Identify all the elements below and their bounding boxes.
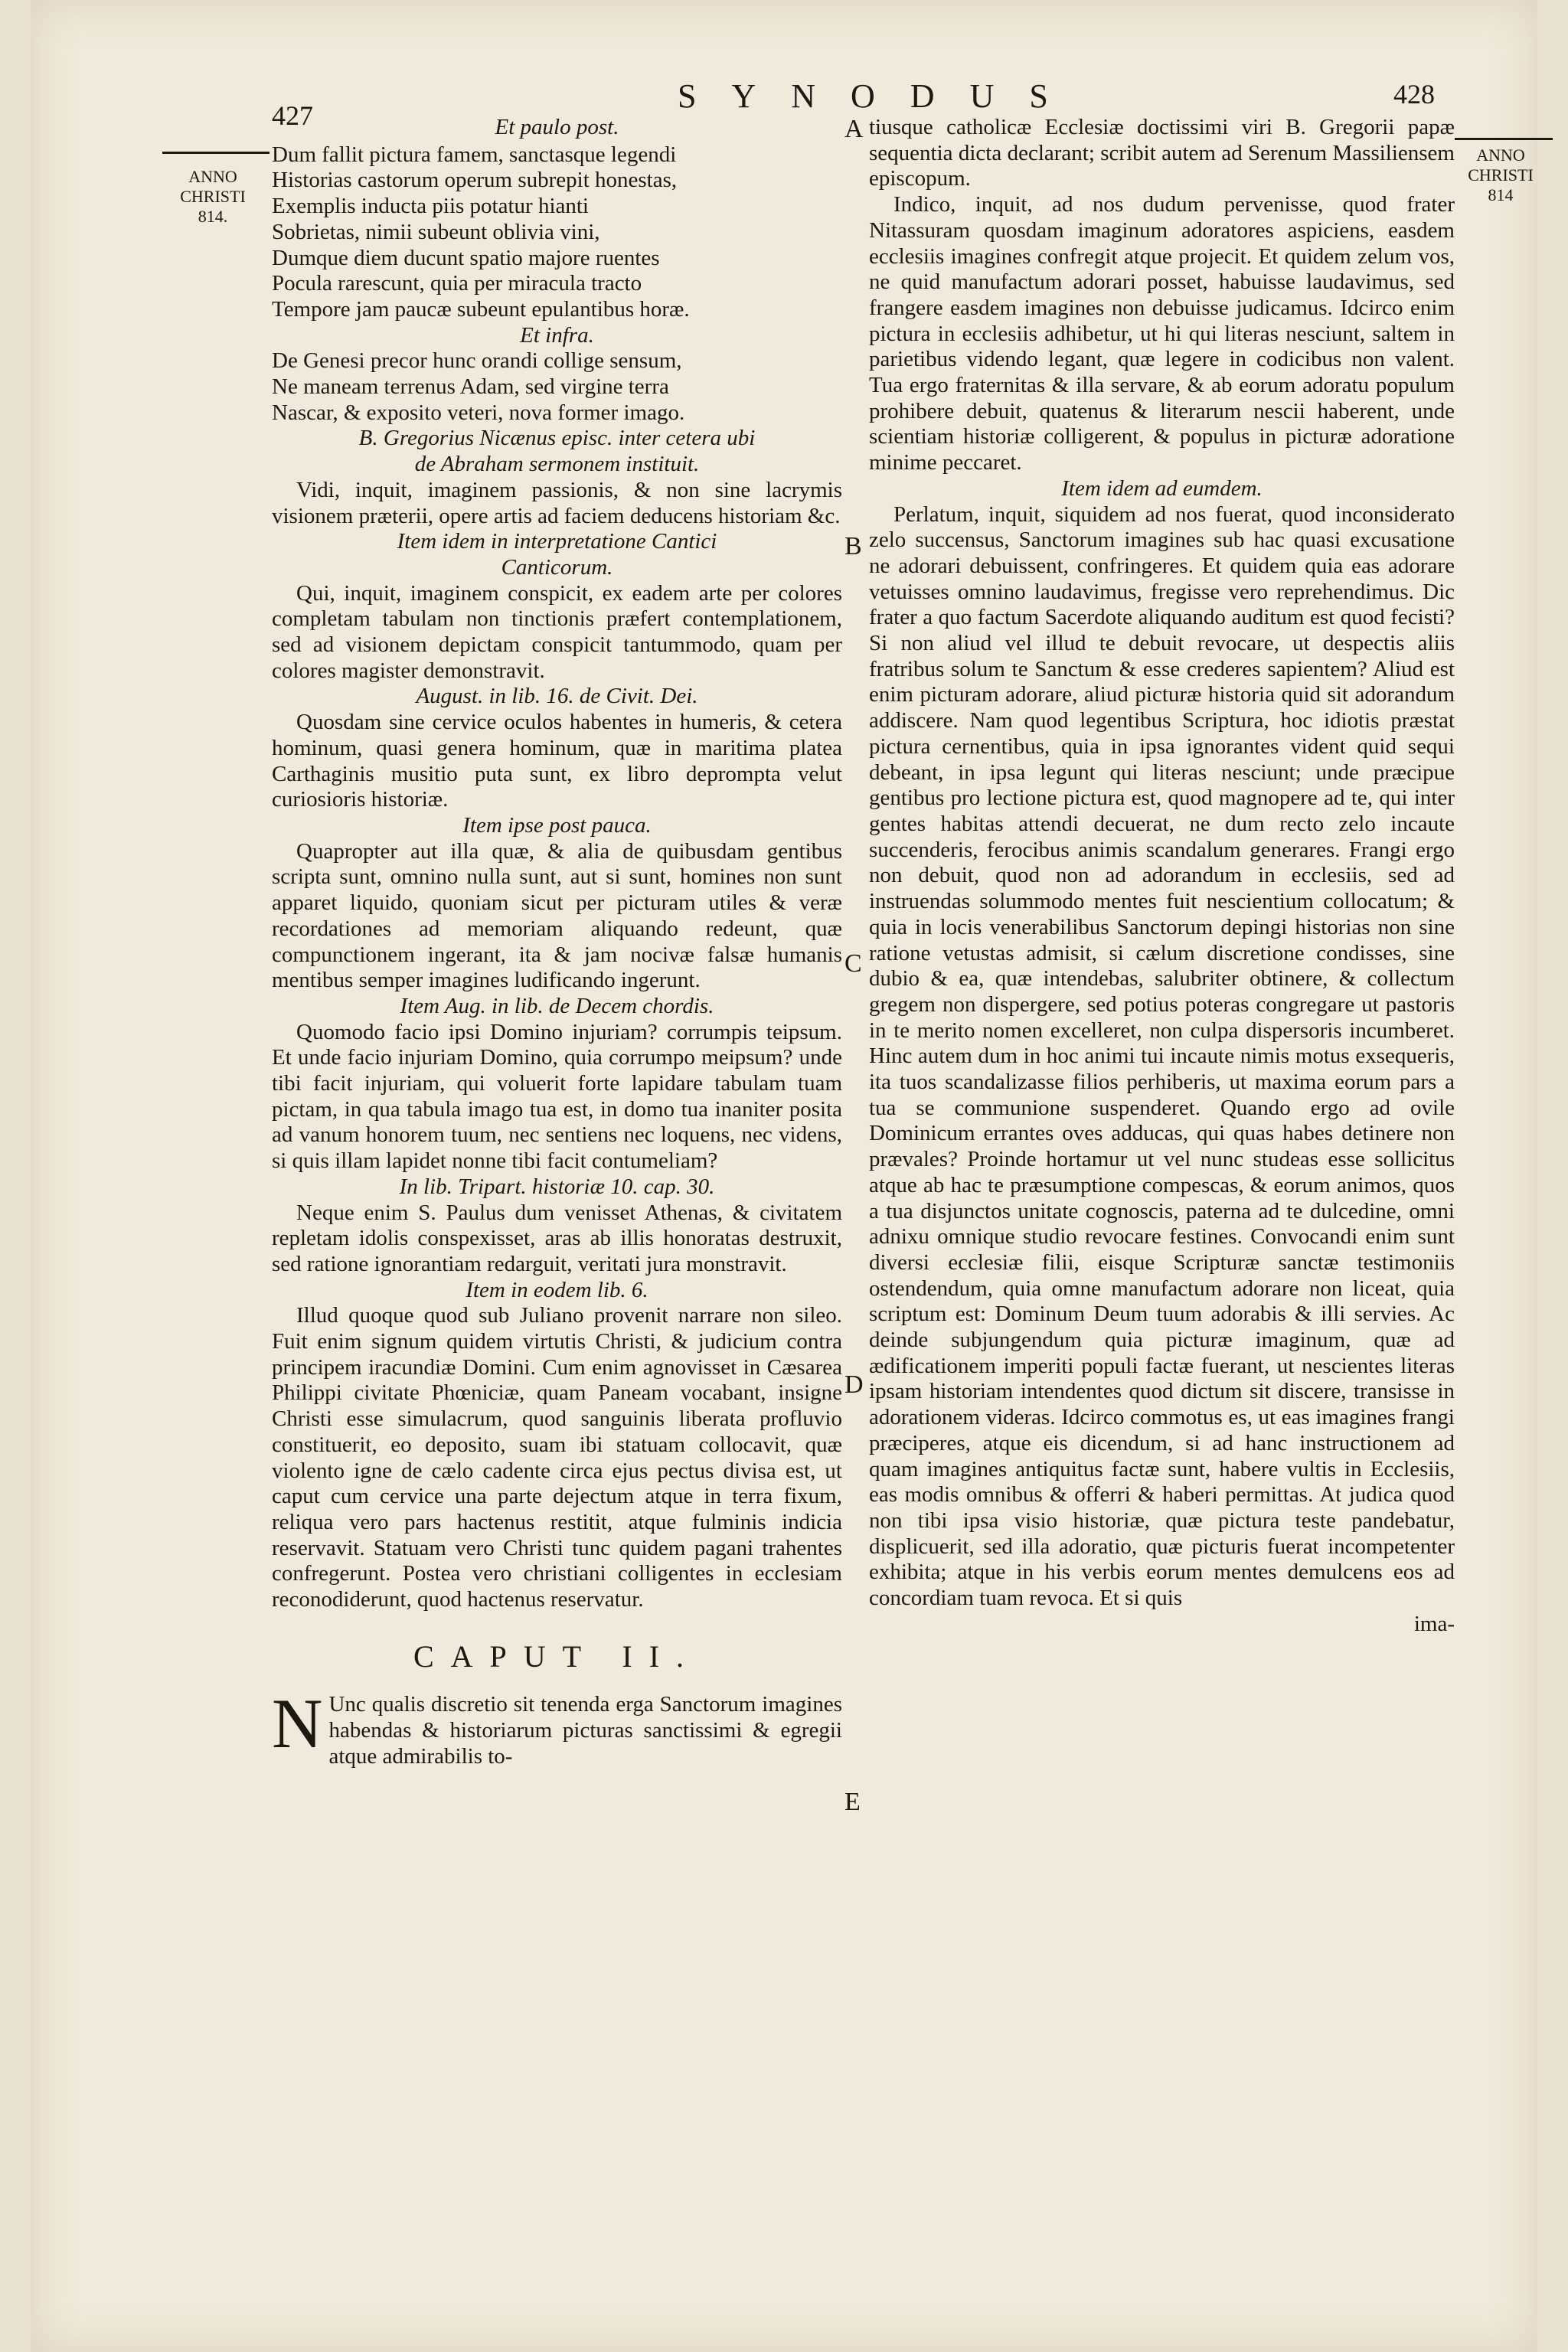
chapter-opening bbox=[272, 1684, 842, 1769]
section-letter-a: A bbox=[844, 115, 864, 143]
heading: In lib. Tripart. historiæ 10. cap. 30. bbox=[399, 1174, 715, 1199]
verse-line: Dumque diem ducunt spatio majore ruentes bbox=[272, 245, 660, 270]
heading: Et infra. bbox=[520, 322, 594, 348]
heading: Item in eodem lib. 6. bbox=[466, 1277, 648, 1302]
left-header-rule bbox=[162, 152, 270, 154]
paragraph: Qui, inquit, imaginem conspicit, ex eadem arte per colores completam tabulam non tinctionis præfert contemplationem, sed ad visionem depictam conspicit tantummodo, quam per colores magister demonstravit. bbox=[272, 580, 842, 683]
margin-line: ANNO bbox=[188, 167, 237, 186]
running-title: SYNODUS bbox=[678, 77, 1083, 115]
verse-line: Ne maneam terrenus Adam, sed virgine terra bbox=[272, 374, 669, 400]
drop-cap: N bbox=[272, 1684, 323, 1763]
paragraph: Quosdam sine cervice oculos habentes in humeris, & cetera hominum, quasi genera hominum, quæ in maritima platea Carthaginis musitio puta sunt, ex libro deprompta velut curiosioris historiæ. bbox=[272, 710, 842, 812]
heading: Canticorum. bbox=[501, 554, 613, 580]
heading: B. Gregorius Nicænus episc. inter cetera ubi bbox=[358, 426, 756, 451]
paragraph: Quomodo facio ipsi Domino injuriam? corrumpis teipsum. Et unde facio injuriam Domino, quia corrumpo meipsum? unde tibi facit injuriam, qui voluerit forte lapidare tabulam tuam pictam, in qua tabula imago tua est, in domo tua inaniter posita ad vanum honorem tuum, nec sentiens nec loquens, nec videns, si quis illam lapidet nonne tibi facit contumeliam? bbox=[272, 1019, 842, 1174]
right-margin-date bbox=[1455, 145, 1547, 205]
section-letter-e: E bbox=[844, 1788, 861, 1816]
paragraph: Illud quoque quod sub Juliano provenit narrare non sileo. Fuit enim signum quidem virtutis Christi, & judicium contra principem iracundiæ Domini. Cum enim agnovisset in Cæsarea Philippi civitate Phœniciæ, quam Paneam vocabant, insigne Christi esse simulacrum, quod sanguinis liberata profluvio constituerit, eo deposito, suam ibi statuam collocavit, quæ violento igne de cælo cadente circa ejus pectus divisa est, ut caput cum cervice una parte dejectum atque in terra fixum, reliqua vero pars hactenus restitit, atque fulminis indicia reservavit. Statuam vero Christi tunc quidem pagani trahentes confregerunt. Postea vero christiani colligentes in ecclesiam reconodiderunt, quod hactenus reservatur. bbox=[272, 1303, 842, 1612]
paragraph: tiusque catholicæ Ecclesiæ doctissimi viri B. Gregorii papæ sequentia dicta declarant; scribit autem ad Serenum Massiliensem episcopum. bbox=[869, 115, 1455, 191]
verse-block bbox=[272, 348, 842, 426]
heading: August. in lib. 16. de Civit. Dei. bbox=[416, 684, 698, 709]
right-page-number: 428 bbox=[1393, 79, 1435, 109]
paragraph: Vidi, inquit, imaginem passionis, & non sine lacrymis visionem præterii, opere artis ad faciem deducens historiam &c. bbox=[272, 477, 842, 528]
paragraph: Quapropter aut illa quæ, & alia de quibusdam gentibus scripta sunt, omnino nulla sunt, aut si sunt, homines non sunt apparet liquido, quoniam sicut per picturam utiles & veræ recordationes ad memoriam aliquando redeunt, quæ compunctionem ingerant, ita & jam nocivæ falsæ humanis mentibus semper imagines ludificando ingerunt. bbox=[272, 838, 842, 993]
heading: Item ipse post pauca. bbox=[462, 812, 652, 838]
margin-line: ANNO bbox=[1476, 145, 1525, 165]
heading: Item Aug. in lib. de Decem chordis. bbox=[400, 993, 714, 1018]
verse-line: Exemplis inducta piis potatur hianti bbox=[272, 194, 589, 219]
catchword: ima- bbox=[1413, 1611, 1455, 1636]
verse-line: Historias castorum operum subrepit honestas, bbox=[272, 168, 678, 193]
section-letter-b: B bbox=[844, 532, 862, 560]
verse-line: Sobrietas, nimii subeunt oblivia vini, bbox=[272, 219, 600, 244]
section-letter-d: D bbox=[844, 1370, 864, 1399]
heading: Item idem in interpretatione Cantici bbox=[397, 529, 717, 554]
verse-line: Pocula rarescunt, quia per miracula tracto bbox=[272, 271, 642, 296]
margin-line: CHRISTI bbox=[1468, 165, 1534, 185]
chapter-heading: CAPUT II. bbox=[413, 1638, 701, 1674]
right-column bbox=[869, 115, 1455, 1637]
heading: de Abraham sermonem instituit. bbox=[414, 452, 700, 477]
heading: Et paulo post. bbox=[495, 115, 619, 139]
verse-line: Dum fallit pictura famem, sanctasque legendi bbox=[272, 142, 677, 167]
verse-line: Nascar, & exposito veteri, nova former imago. bbox=[272, 400, 685, 425]
section-letter-c: C bbox=[844, 949, 862, 978]
left-margin-date bbox=[159, 167, 266, 227]
paragraph: Neque enim S. Paulus dum venisset Athenas, & civitatem repletam idolis conspexisset, aras ab illis honoratas destruxit, sed ratione ignorantiam redarguit, veritati jura monstravit. bbox=[272, 1200, 842, 1276]
left-page-number: 427 bbox=[272, 100, 313, 131]
paragraph: Unc qualis discretio sit tenenda erga Sanctorum imagines habendas & historiarum picturas sanctissimi & egregii atque admirabilis to- bbox=[328, 1692, 842, 1769]
heading: Item idem ad eumdem. bbox=[1061, 475, 1263, 501]
left-column bbox=[272, 115, 842, 1770]
margin-line: CHRISTI bbox=[180, 187, 246, 206]
margin-line: 814. bbox=[198, 207, 228, 226]
verse-line: De Genesi precor hunc orandi collige sensum, bbox=[272, 348, 682, 374]
paragraph: Indico, inquit, ad nos dudum pervenisse, quod frater Nitassuram quosdam imaginum adoratores aspiciens, easdem ecclesiis imagines confregit atque projecit. Et quidem zelum vos, ne quid manufactum adorari posset, habuisse laudavimus, sed frangere easdem imagines non debuisse judicamus. Idcirco enim pictura in ecclesiis adhibetur, ut hi qui literas nesciunt, saltem in parietibus videndo legant, quæ legere in codicibus non valent. Tua ergo fraternitas & illa servare, & ab eorum adoratu populum prohibere debuit, quatenus & literarum nescii haberent, unde scientiam historiæ colligerent, & populus in picturæ adoratione minime peccaret. bbox=[869, 192, 1455, 475]
verse-line: Tempore jam paucæ subeunt epulantibus horæ. bbox=[272, 296, 690, 322]
paragraph: Perlatum, inquit, siquidem ad nos fuerat, quod inconsiderato zelo succensus, Sanctorum imagines sub hac quasi excusatione ne adorari debuissent, confringeres. Et quidem quia eas adorare vetuisses omnino laudavimus, fregisse vero reprehendimus. Dic frater a quo factum Sacerdote aliquando auditum est quod fecisti? Si non aliud vel illud te debuit revocare, ut despectis aliis fratribus solum te Sanctum & esse crederes sapientem? Aliud est enim picturam adorare, aliud picturæ historia quid sit adorandum addiscere. Nam quod legentibus Scriptura, hoc idiotis præstat pictura cernentibus, quia in ipsa ignorantes vident quid sequi debeant, in ipsa legunt qui literas nesciunt; unde præcipue gentibus pro lectione pictura est, quod magnopere ad te, qui inter gentes habitas attendi decuerat, ne dum recto zelo incaute succenderis, ferocibus animis scandalum generares. Frangi ergo non debuit, quod non ad adorandum in ecclesiis, sed ad instruendas solummodo mentes fuit nescientium collocatum; & quia in locis venerabilibus Sanctorum depingi historias non sine ratione vetustas admisit, si cælum discretione condisses, sine dubio & ea, quæ intendebas, salubriter obtinere, & collectum gregem non dispergere, sed potius poteras congregare ut pastoris in te merito nomen excelleret, non culpa dispersoris incumberet. Hinc autem dum in hoc animi tui incaute nimis motus exsequeris, ita tuos scandalizasse filios perhiberis, ut maxima eorum pars a tua se communione suspenderet. Quando ergo ad ovile Dominicum errantes oves adducas, qui quas habes detinere non prævales? Proinde hortamur ut vel nunc studeas esse sollicitus atque ab hac te præsumptione compescas, & eorum animos, quos a tua disjunctos unitate cognoscis, paterna ad te dulcedine, omni adnixu omnique studio revocare festines. Convocandi enim sunt diversi ecclesiæ filii, eisque Scripturæ sanctæ testimoniis ostendendum, quia omne manufactum adorare non liceat, quia scriptum est: Dominum Deum tuum adorabis & illi servies. Ac deinde subjungendum quia picturæ imaginum, quæ ad ædificationem imperiti populi factæ fuerant, ut nescientes literas ipsam historiam intendentes quod dictum sit discere, transisse in adorationem videras. Idcirco commotus es, ut eas imagines frangi præciperes, atque eis dicendum, si ad hanc instructionem ad quam imagines antiquitus factæ sunt, habere vultis in Ecclesiis, eas modis omnibus & offerri & haberi permittas. At judica quod non tibi ipsa visio historiæ, quæ pictura teste pandebatur, displicuerit, sed illa adoratio, quæ picturis fuerat incompetenter exhibita; atque in his verbis eorum mentes demulcens eos ad concordiam tuam revoca. Et si quis bbox=[869, 501, 1455, 1611]
margin-line: 814 bbox=[1488, 185, 1514, 204]
right-header-rule bbox=[1455, 138, 1553, 140]
verse-block bbox=[272, 142, 842, 323]
